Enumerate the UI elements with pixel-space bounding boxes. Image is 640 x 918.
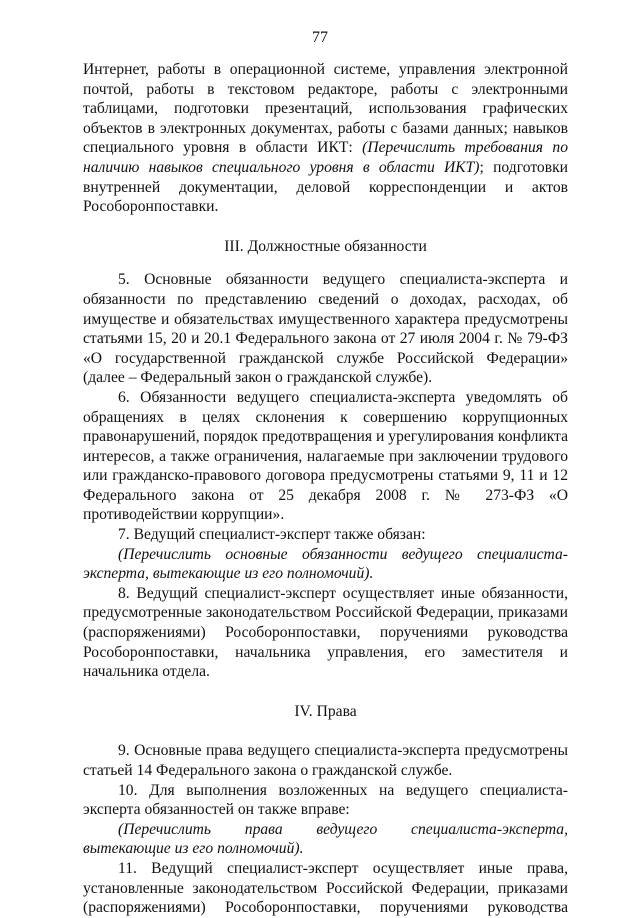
paragraph-10: 10. Для выполнения возложенных на ведущего специалиста-эксперта обязанностей он также вправе: [83, 781, 568, 819]
intro-paragraph [83, 60, 568, 217]
paragraph-5: 5. Основные обязанности ведущего специалиста-эксперта и обязанности по представлению сведений о доходах, расходах, об имуществе и обязательствах имущественного характера предусмотрены статьями 15, 20 и 20.1 Федерального закона от 27 июля 2004 г. № 79-ФЗ «О государственной гражданской службе Российской Федерации» (далее – Федеральный закон о гражданской службе). [83, 271, 568, 387]
paragraph-9: 9. Основные права ведущего специалиста-эксперта предусмотрены статьей 14 Федерального закона о гражданской службе. [83, 742, 568, 779]
intro-text-start: Интернет, работы в операционной системе, управления электронной почтой, работы в текстовом редакторе, работы с электронными таблицами, подготовки презентаций, использования графических объектов в электронных документах, работы с базами данных; навыков специального уровня в области ИКТ: [83, 61, 568, 157]
section-4-heading: IV. Права [294, 702, 357, 720]
page-number: 77 [312, 29, 328, 46]
document-body [83, 60, 568, 918]
spacer [83, 256, 568, 270]
paragraph-7-italic-note: (Перечислить основные обязанности ведущего специалиста-эксперта, вытекающие из его полномочий). [83, 545, 568, 583]
intro-text-end: ; подготовки внутренней документации, деловой корреспонденции и актов Рособоронпоставки. [83, 158, 569, 216]
section-3-heading: III. Должностные обязанности [224, 237, 427, 255]
paragraph-6: 6. Обязанности ведущего специалиста-эксперта уведомлять об обращениях в целях склонения к совершению коррупционных правонарушений, порядок предотвращения и урегулирования конфликта интересов, а также ограничения, налагаемые при заключении трудового или гражданско-правового договора предусмотрены статьями 9, 11 и 12 Федерального закона от 25 декабря 2008 г. № 273-ФЗ «О противодействии коррупции». [83, 388, 568, 524]
spacer [83, 217, 568, 237]
paragraph-8: 8. Ведущий специалист-эксперт осуществляет иные обязанности, предусмотренные законодательством Российской Федерации, приказами (распоряжениями) Рособоронпоставки, поручениями руководства Рособоронпоставки, начальника управления, его заместителя и начальника отдела. [83, 584, 568, 681]
paragraph-7: 7. Ведущий специалист-эксперт также обязан: [118, 526, 426, 544]
spacer [83, 682, 568, 702]
spacer [83, 721, 568, 741]
paragraph-11: 11. Ведущий специалист-эксперт осуществляет иные права, установленные законодательством Российской Федерации, приказами (распоряжениями) Рособоронпоставки, поручениями руководства [83, 859, 568, 917]
paragraph-10-italic-note: (Перечислить права ведущего специалиста-эксперта, вытекающие из его полномочий). [83, 820, 568, 858]
intro-italic-note: (Перечислить требования по наличию навыков специального уровня в области ИКТ) [83, 139, 568, 176]
